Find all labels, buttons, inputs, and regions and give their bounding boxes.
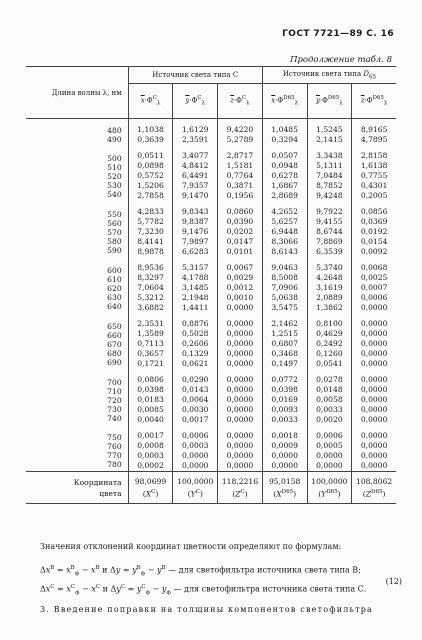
value-cell: 1,6129 2,3591: [173, 119, 218, 146]
value-cell: 0,0772 0,0398 0,0169 0,0093 0,0033: [262, 369, 307, 425]
subheader-z-d65: $\overline{z}\cdot\Phi^{D65}_\lambda$: [352, 84, 396, 119]
value-cell: 0,0068 0,0025 0,0007 0,0006 0,0000: [352, 257, 396, 313]
value-cell: 5,3157 4,1788 3,1485 2,1948 1,4411: [173, 257, 218, 313]
coord-zc: 118,2216 $(Z^C)$: [218, 472, 263, 504]
value-cell: 1,1038 0,3639: [128, 119, 173, 146]
value-cell: 9,7922 9,4155 8,6744 7,8869 6,3539: [307, 201, 352, 257]
value-cell: 1,0485 0,3294: [262, 119, 307, 146]
wavelength-cell: 550 560 570 580 590: [107, 209, 122, 255]
value-cell: 0,0000 0,0000 0,0000 0,0000: [352, 425, 396, 472]
table-row: [26, 201, 396, 257]
value-cell: 0,0856 0,0369 0,0192 0,0154 0,0092: [352, 201, 396, 257]
value-cell: 9,8343 9,8387 9,1476 7,9897 6,6283: [173, 201, 218, 257]
value-cell: 0,0006 0,0005 0,0000 0,0000: [307, 425, 352, 472]
value-cell: 0,0806 0,0398 0,0183 0,0085 0,0040: [128, 369, 173, 425]
value-cell: 0,8876 0,5028 0,2606 0,1329 0,0621: [173, 313, 218, 369]
value-cell: 4,2833 5,7782 7,3230 8,4141 8,9878: [128, 201, 173, 257]
equation-number: (12): [385, 577, 402, 586]
wavelength-cell: 700 710 720 730 740: [107, 377, 122, 423]
value-cell: 5,3740 4,2648 3,1619 2,0889 1,3862: [307, 257, 352, 313]
wavelength-header: Длина волны λ, нм: [26, 67, 128, 119]
value-cell: 0,0507 0,0948 0,6278 1,6867 2,8689: [262, 145, 307, 201]
coordinate-label: Координата цвета: [73, 477, 122, 498]
source-c-header: Источник света типа С: [128, 67, 262, 84]
value-cell: 8,9165 4,7895: [352, 119, 396, 146]
value-cell: 0,0067 0,0029 0,0012 0,0010 0,0000: [218, 257, 263, 313]
value-cell: 2,8158 1,6138 0,7755 0,4301 0,2005: [352, 145, 396, 201]
formula-intro: Значения отклонений координат цветности определяют по формулам:: [40, 542, 342, 551]
value-cell: 9,0463 8,5008 7,0906 5,0638 3,5475: [262, 257, 307, 313]
subheader-z-c: $\overline{z}\cdot\Phi^C_\lambda$: [218, 84, 263, 119]
wavelength-cell: 650 660 670 680 690: [107, 321, 122, 367]
wavelength-cell: 500 510 520 530 540: [107, 153, 122, 199]
source-d65-header: Источник света типа $D_{65}$: [262, 67, 396, 84]
value-cell: 0,0000 0,0000 0,0000 0,0000 0,0000: [352, 369, 396, 425]
formula-source-b: $\Delta x^B = x^B_\Phi - x^B$ и $\Delta y = y^B_\Phi - y^B$ — для светофильтра источника света типа В;: [40, 565, 361, 578]
subheader-x-d65: $\overline{x}\cdot\Phi^{D65}_\lambda$: [262, 84, 307, 119]
value-cell: 2,8717 1,5181 0,7764 0,3871 0,1956: [218, 145, 263, 201]
subheader-y-d65: $\overline{y}\cdot\Phi^{D65}_\lambda$: [307, 84, 352, 119]
table-row: [26, 313, 396, 369]
value-cell: 3,4077 4,8412 6,4491 7,9357 9,1470: [173, 145, 218, 201]
table-row: [26, 119, 396, 146]
value-cell: 2,3531 1,3589 0,7113 0,3657 0,1721: [128, 313, 173, 369]
page-header-code: ГОСТ 7721—89 С. 16: [282, 29, 394, 39]
coord-zd65: 108,8062 $(Z^{D65})$: [352, 472, 396, 504]
coord-xc: 98,0699 $(X^C)$: [128, 472, 173, 504]
table-row: [26, 257, 396, 313]
table-row: [26, 369, 396, 425]
value-cell: 0,0000 0,0000 0,0000 0,0000: [218, 425, 263, 472]
wavelength-cell: 750 760 770 780: [107, 433, 122, 469]
coord-xd65: 95,0158 $(X^{D65})$: [262, 472, 307, 504]
value-cell: 0,0006 0,0003 0,0000 0,0000: [173, 425, 218, 472]
value-cell: 0,0511 0,0898 0,5752 1,5206 2,7858: [128, 145, 173, 201]
table-row: [26, 425, 396, 472]
value-cell: 0,0018 0,0009 0,0000 0,0000: [262, 425, 307, 472]
coord-yc: 100,0000 $(Y^C)$: [173, 472, 218, 504]
value-cell: 3,3438 5,1311 7,0484 8,7852 9,4248: [307, 145, 352, 201]
wavelength-cell: 600 610 620 630 640: [107, 265, 122, 311]
value-cell: 0,0000 0,0000 0,0000 0,0000 0,0000: [218, 369, 263, 425]
value-cell: 0,0000 0,0000 0,0000 0,0000 0,0000: [352, 313, 396, 369]
value-cell: 0,0278 0,0148 0,0058 0,0033 0,0020: [307, 369, 352, 425]
value-cell: 0,8100 0,4629 0,2492 0,1260 0,0541: [307, 313, 352, 369]
value-cell: 4,2652 5,6257 6,9448 8,3066 8,6143: [262, 201, 307, 257]
table-body: [26, 119, 396, 472]
table-continuation-caption: Продолжение табл. 8: [290, 55, 392, 65]
value-cell: 9,4220 5,2789: [218, 119, 263, 146]
value-cell: 0,0000 0,0000 0,0000 0,0000 0,0000: [218, 313, 263, 369]
coord-yd65: 100,0000 $(Y^{D65})$: [307, 472, 352, 504]
value-cell: 0,0860 0,0390 0,0202 0,0147 0,0101: [218, 201, 263, 257]
value-cell: 2,1462 1,2515 0,6807 0,3468 0,1497: [262, 313, 307, 369]
wavelength-cell: 480 490: [107, 126, 122, 144]
value-cell: 1,5245 2,1415: [307, 119, 352, 146]
table-row: [26, 145, 396, 201]
coordinate-row: [26, 472, 396, 504]
section-heading: 3. Введение поправки на толщины компонентов светофильтра: [40, 605, 374, 614]
value-cell: 0,0290 0,0143 0,0064 0,0030 0,0017: [173, 369, 218, 425]
value-cell: 0,0017 0,0008 0,0003 0,0002: [128, 425, 173, 472]
subheader-y-c: $\overline{y}\cdot\Phi^C_\lambda$: [173, 84, 218, 119]
value-cell: 8,9536 8,3297 7,0604 5,3212 3,6882: [128, 257, 173, 313]
subheader-x-c: $\overline{x}\cdot\Phi^C_\lambda$: [128, 84, 173, 119]
colorimetric-table: [26, 66, 396, 504]
formula-source-c: $\Delta x^C = x^C_\Phi - x^C$ и $\Delta y^C = y^C_\Phi - y_\Phi$ — для светофильтра источника света типа С.: [40, 584, 367, 597]
